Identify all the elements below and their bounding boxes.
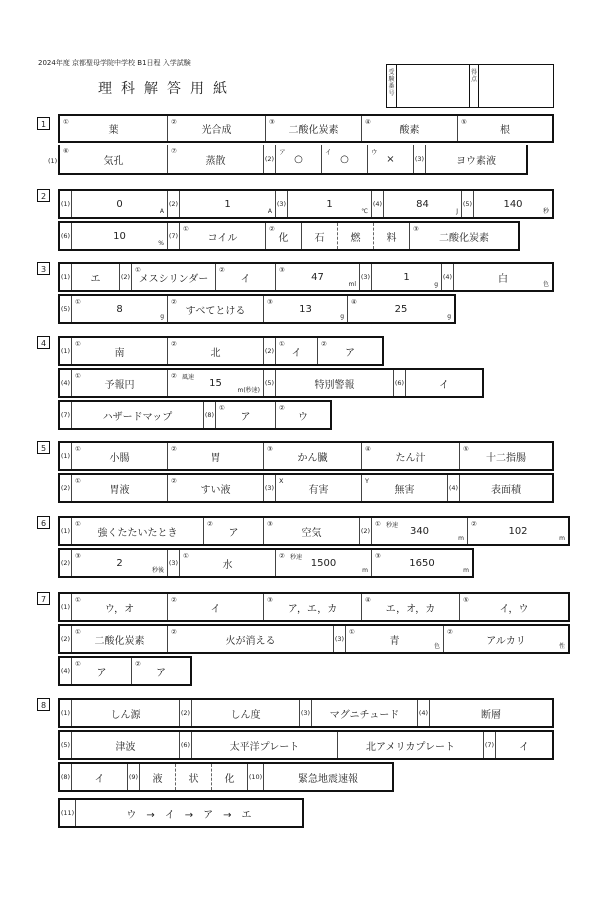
q8-answer-4: 断層 — [481, 709, 501, 721]
q2-7-2-c3: 燃 — [338, 223, 374, 249]
q7-row2 — [58, 624, 570, 654]
tag: (5) — [462, 191, 474, 217]
tag: (3) — [300, 700, 312, 726]
q4-answer-8b: ② ウ — [279, 404, 308, 423]
q7-row3 — [58, 656, 192, 686]
q7-answer-5: ⑤ イ，ウ — [463, 596, 529, 615]
tag: (8) — [60, 764, 72, 790]
tag: (3) — [264, 475, 276, 501]
q7-answer-4b: ② ア — [135, 660, 166, 679]
q2-row2 — [58, 221, 520, 251]
q4-answer-5: 特別警報 — [276, 370, 394, 396]
q1-row2 — [58, 145, 528, 175]
tag: (7) — [168, 223, 180, 249]
tag: (1) — [60, 264, 72, 290]
q5-answer-4: 表面積 — [491, 484, 521, 496]
q5-answer-3x: X 有害 — [276, 475, 362, 501]
q6-answer-1c: ③ 空気 — [264, 518, 360, 544]
tag: (4) — [60, 370, 72, 396]
tag: (8) — [204, 402, 216, 428]
tag: (1) — [60, 518, 72, 544]
q2-7-3: ③ 二酸化炭素 — [413, 225, 489, 244]
exam-number-label: 受験番号 — [387, 65, 397, 107]
q5-row2 — [58, 473, 554, 503]
q7-answer-3: ③ ア，エ，カ — [264, 594, 362, 620]
tag: (4) — [442, 264, 454, 290]
q7-answer-4a: ① ア — [72, 658, 132, 684]
q5-answer-2: ② 胃 — [168, 443, 264, 469]
q8-answer-9-c3: 化 — [212, 764, 248, 790]
tag: (4) — [60, 658, 72, 684]
q6-answer-2a: ① 秒速 340 m — [372, 518, 468, 544]
id-box — [386, 64, 554, 108]
q4-row1 — [58, 336, 384, 366]
q1-2-a: ア ○ — [276, 145, 322, 173]
tag: (2) — [168, 191, 180, 217]
q8-answer-10: 緊急地震速報 — [298, 773, 358, 785]
tag: (2) — [60, 475, 72, 501]
tag: (1) — [60, 338, 72, 364]
tag: (1) — [60, 594, 72, 620]
q4-row3 — [58, 400, 332, 430]
q3-answer-2b: ② イ — [216, 264, 276, 290]
q8-answer-6b: 北アメリカプレート — [338, 732, 484, 758]
question-number-7: 7 — [37, 592, 50, 605]
tag: (2) — [264, 338, 276, 364]
tag: (3) — [168, 550, 180, 576]
q4-answer-4b: ② 風速 15 m(秒速) — [168, 370, 264, 396]
q7-answer-2: ② イ — [168, 594, 264, 620]
q5-answer-1: ① 小腸 — [72, 443, 168, 469]
q3-answer-3: 1 g — [372, 264, 442, 290]
q1-answer-3: ③ 二酸化炭素 — [266, 116, 362, 141]
page-title: 理科解答用紙 — [98, 81, 236, 97]
tag: (2) — [180, 700, 192, 726]
q1-answer-1: ① 葉 — [60, 116, 168, 141]
tag: (2) — [60, 550, 72, 576]
q8-answer-2: しん度 — [192, 700, 300, 726]
q8-answer-3: マグニチュード — [312, 700, 418, 726]
q6-answer-3a: ① 水 — [180, 550, 276, 576]
q1-answer-2: ② 光合成 — [168, 116, 266, 141]
q3-answer-5a: ① 8 g — [72, 296, 168, 322]
q6-row2 — [58, 548, 474, 578]
tag: (2) — [360, 518, 372, 544]
tag: (9) — [128, 764, 140, 790]
q2-answer-4: 84 J — [384, 191, 462, 217]
q8-row3 — [58, 762, 394, 792]
q1-answer-4: ④ 酸素 — [362, 116, 458, 141]
tag: (2) — [120, 264, 132, 290]
q3-answer-5b: ② すべてとける — [168, 296, 264, 322]
question-number-8: 8 — [37, 698, 50, 711]
q5-answer-2a: ① 胃液 — [72, 475, 168, 501]
q4-answer-7: ハザードマップ — [72, 402, 204, 428]
q3-answer-2c: ③ 47 ml — [276, 264, 360, 290]
q1-answer-7: ⑦ 蒸散 — [168, 145, 264, 173]
tag: (3) — [360, 264, 372, 290]
q6-answer-3b: ② 秒速 1500 m — [276, 550, 372, 576]
q2-7-2-c4: 料 — [374, 223, 410, 249]
tag: (6) — [60, 223, 72, 249]
q1-answer-6: ⑥ 気孔 — [60, 145, 168, 173]
tag: (7) — [484, 732, 496, 758]
tag: (7) — [60, 402, 72, 428]
q4-answer-2b: ② ア — [321, 340, 355, 359]
tag: (4) — [418, 700, 430, 726]
q8-row1 — [58, 698, 554, 728]
q4-answer-1b: ② 北 — [168, 338, 264, 364]
tag: (3) — [414, 145, 426, 173]
tag: (10) — [248, 764, 264, 790]
tag: (4) — [448, 475, 460, 501]
score-label: 得点 — [469, 65, 479, 107]
q4-answer-6: イ — [439, 379, 449, 391]
q3-answer-4: 白 色 — [498, 273, 549, 288]
q1-answer-5: ⑤ 根 — [461, 118, 510, 136]
q2-7-1: ① コイル — [180, 223, 266, 249]
q2-answer-1: 0 A — [72, 191, 168, 217]
q6-answer-3c: ③ 1650 m — [375, 552, 469, 574]
q4-answer-4a: ① 予報円 — [72, 370, 168, 396]
q2-row1 — [58, 189, 554, 219]
q6-row1 — [58, 516, 570, 546]
q7-answer-1: ① ウ，オ — [72, 594, 168, 620]
q8-answer-8: イ — [72, 764, 128, 790]
q5-row1 — [58, 441, 554, 471]
q4-answer-2a: ① イ — [276, 338, 318, 364]
q1-3: ヨウ素液 — [456, 155, 496, 167]
question-number-2: 2 — [37, 189, 50, 202]
q8-answer-1: しん源 — [72, 700, 180, 726]
q4-row2 — [58, 368, 484, 398]
q6-answer-1a: ① 強くたたいたとき — [72, 518, 204, 544]
q2-7-2-c2: 石 — [302, 223, 338, 249]
tag: (6) — [180, 732, 192, 758]
question-number-4: 4 — [37, 336, 50, 349]
question-number-6: 6 — [37, 516, 50, 529]
q7-answer-3b: ② アルカリ 性 — [447, 628, 565, 650]
tag: (3) — [334, 626, 346, 652]
question-number-1: 1 — [37, 117, 50, 130]
tag: (1) — [48, 156, 58, 165]
q3-answer-1: エ — [72, 264, 120, 290]
q2-answer-3: 1 ℃ — [288, 191, 372, 217]
q7-answer-3a: ① 青 色 — [346, 626, 444, 652]
q1-2-u: ウ × — [368, 145, 414, 173]
q2-answer-5: 140 秒 — [503, 198, 549, 215]
tag: (2) — [60, 626, 72, 652]
tag: (1) — [60, 443, 72, 469]
q2-answer-2: 1 A — [180, 191, 276, 217]
tag: (11) — [60, 800, 76, 826]
question-number-3: 3 — [37, 262, 50, 275]
tag: (5) — [60, 732, 72, 758]
q6-answer-1b: ② ア — [204, 518, 264, 544]
q5-answer-4: ④ たん汁 — [362, 443, 460, 469]
tag: (6) — [394, 370, 406, 396]
q7-row1 — [58, 592, 570, 622]
q7-answer-2b: ② 火が消える — [168, 626, 334, 652]
tag: (1) — [60, 191, 72, 217]
q1-2-i: イ ○ — [322, 145, 368, 173]
q6-answer-2c: ③ 2 秒後 — [72, 550, 168, 576]
q8-answer-9-c2: 状 — [176, 764, 212, 790]
q8-row4 — [58, 798, 304, 828]
tag: (5) — [264, 370, 276, 396]
q7-answer-4: ④ エ，オ，カ — [362, 594, 460, 620]
q7-answer-2a: ① 二酸化炭素 — [72, 626, 168, 652]
q2-answer-6: 10 % — [72, 223, 168, 249]
tag: (5) — [60, 296, 72, 322]
q5-answer-3: ③ かん臓 — [264, 443, 362, 469]
q3-row1 — [58, 262, 554, 292]
q8-answer-5: 津波 — [72, 732, 180, 758]
tag: (1) — [60, 700, 72, 726]
q5-answer-3y: Y 無害 — [362, 475, 448, 501]
q5-answer-2b: ② すい液 — [168, 475, 264, 501]
q3-answer-5c: ③ 13 g — [264, 296, 348, 322]
q5-answer-5: ⑤ 十二指腸 — [463, 445, 526, 464]
q4-answer-1a: ① 南 — [72, 338, 168, 364]
q3-answer-5d: ④ 25 g — [351, 298, 451, 320]
q8-row2 — [58, 730, 554, 760]
q8-answer-6a: 太平洋プレート — [192, 732, 338, 758]
q2-7-2-c1: ② 化 — [266, 223, 302, 249]
q3-answer-2a: ① メスシリンダー — [132, 264, 216, 290]
q8-answer-9-c1: 液 — [140, 764, 176, 790]
tag: (2) — [264, 145, 276, 173]
q4-answer-8a: ① ア — [216, 402, 276, 428]
tag: (3) — [276, 191, 288, 217]
exam-header: 2024年度 京都聖母学院中学校 B1日程 入学試験 — [38, 59, 191, 67]
question-number-5: 5 — [37, 441, 50, 454]
q3-row2 — [58, 294, 456, 324]
q8-answer-11: ウ → イ → ア → エ — [126, 809, 252, 821]
q8-answer-7: イ — [519, 741, 529, 753]
tag: (4) — [372, 191, 384, 217]
q6-answer-2b: ② 102 m — [471, 520, 565, 542]
